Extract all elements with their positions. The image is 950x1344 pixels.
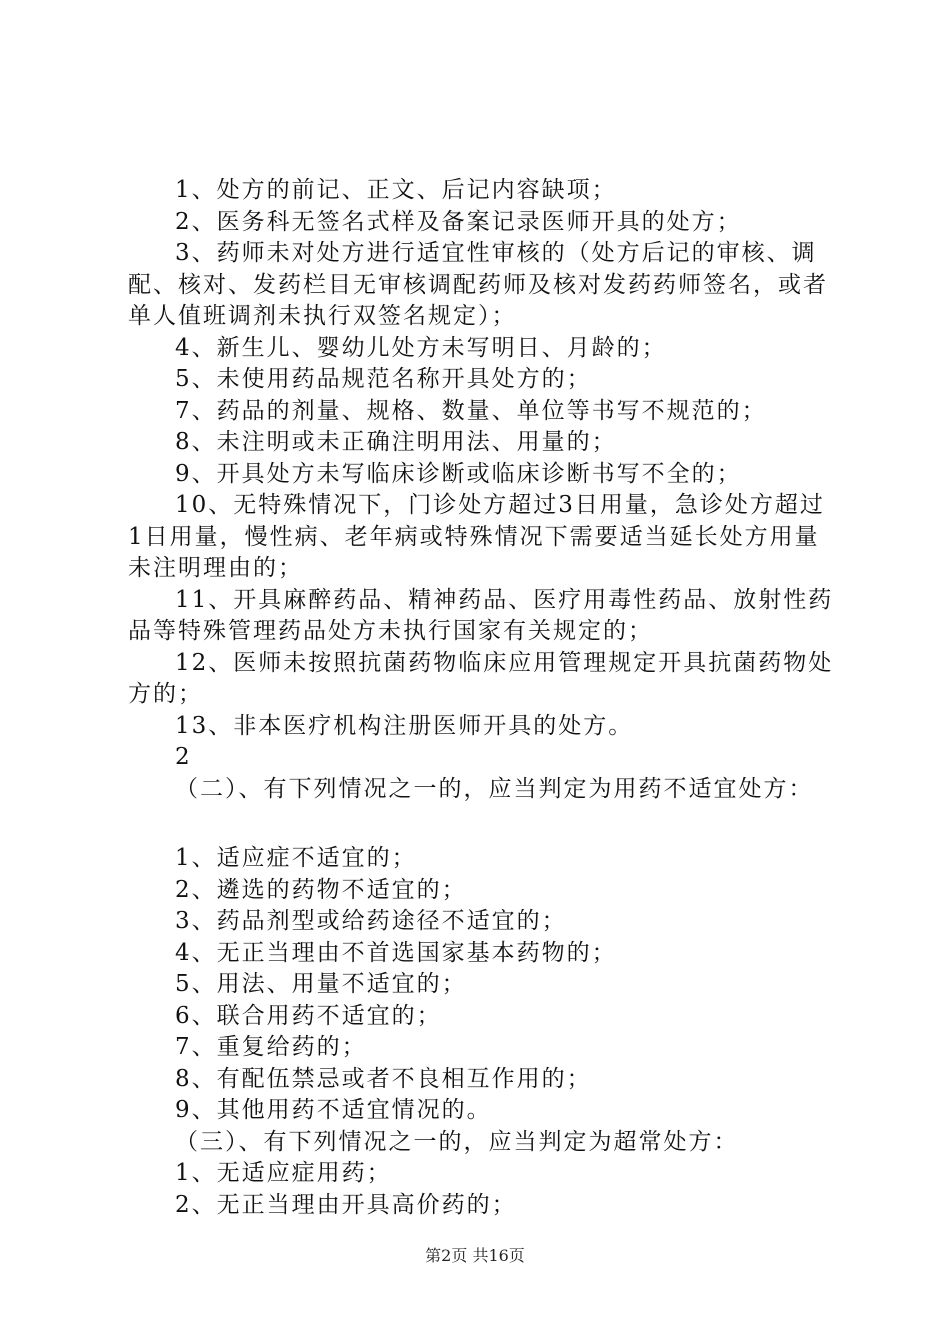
list-item: 9、开具处方未写临床诊断或临床诊断书写不全的； <box>175 460 742 487</box>
list-item: 10、无特殊情况下，门诊处方超过3日用量，急诊处方超过1日用量，慢性病、老年病或特殊情况下需要适当延长处方用量未注明理由的； <box>128 492 825 581</box>
list-item: 1、无适应症用药； <box>175 1160 392 1186</box>
list-item: 13、非本医疗机构注册医师开具的处方。 <box>175 712 634 739</box>
list-item: 5、未使用药品规范名称开具处方的； <box>175 366 592 392</box>
list-item: 3、药师未对处方进行适宜性审核的（处方后记的审核、调配、核对、发药栏目无审核调配药师及核对发药药师签名，或者单人值班调剂未执行双签名规定）； <box>128 240 828 329</box>
page-footer: 第2页 共16页 <box>425 1246 525 1265</box>
list-item: 8、未注明或未正确注明用法、用量的； <box>175 429 617 455</box>
section-heading: （三）、有下列情况之一的，应当判定为超常处方： <box>175 1128 739 1155</box>
list-item: 8、有配伍禁忌或者不良相互作用的； <box>175 1065 592 1092</box>
list-item: 7、药品的剂量、规格、数量、单位等书写不规范的； <box>175 397 767 424</box>
list-item: 5、用法、用量不适宜的； <box>175 971 467 997</box>
page-marker: 2 <box>175 744 192 770</box>
document-body <box>128 175 838 1221</box>
list-item: 4、新生儿、婴幼儿处方未写明日、月龄的； <box>175 334 667 361</box>
list-item: 12、医师未按照抗菌药物临床应用管理规定开具抗菌药物处方的； <box>128 649 834 707</box>
list-item: 6、联合用药不适宜的； <box>175 1002 442 1029</box>
list-item: 2、遴选的药物不适宜的； <box>175 876 467 903</box>
list-item: 1、适应症不适宜的； <box>175 845 417 871</box>
list-item: 4、无正当理由不首选国家基本药物的； <box>175 939 617 966</box>
list-item: 2、无正当理由开具高价药的； <box>175 1191 517 1218</box>
list-item: 2、医务科无签名式样及备案记录医师开具的处方； <box>175 208 742 235</box>
list-item: 1、处方的前记、正文、后记内容缺项； <box>175 177 617 203</box>
list-item: 7、重复给药的； <box>175 1034 367 1060</box>
list-item: 9、其他用药不适宜情况的。 <box>175 1097 492 1123</box>
list-item: 3、药品剂型或给药途径不适宜的； <box>175 908 567 934</box>
list-item: 11、开具麻醉药品、精神药品、医疗用毒性药品、放射性药品等特殊管理药品处方未执行国家有关规定的； <box>128 586 834 644</box>
spacer <box>128 805 838 843</box>
section-heading: （二）、有下列情况之一的，应当判定为用药不适宜处方： <box>175 775 814 802</box>
